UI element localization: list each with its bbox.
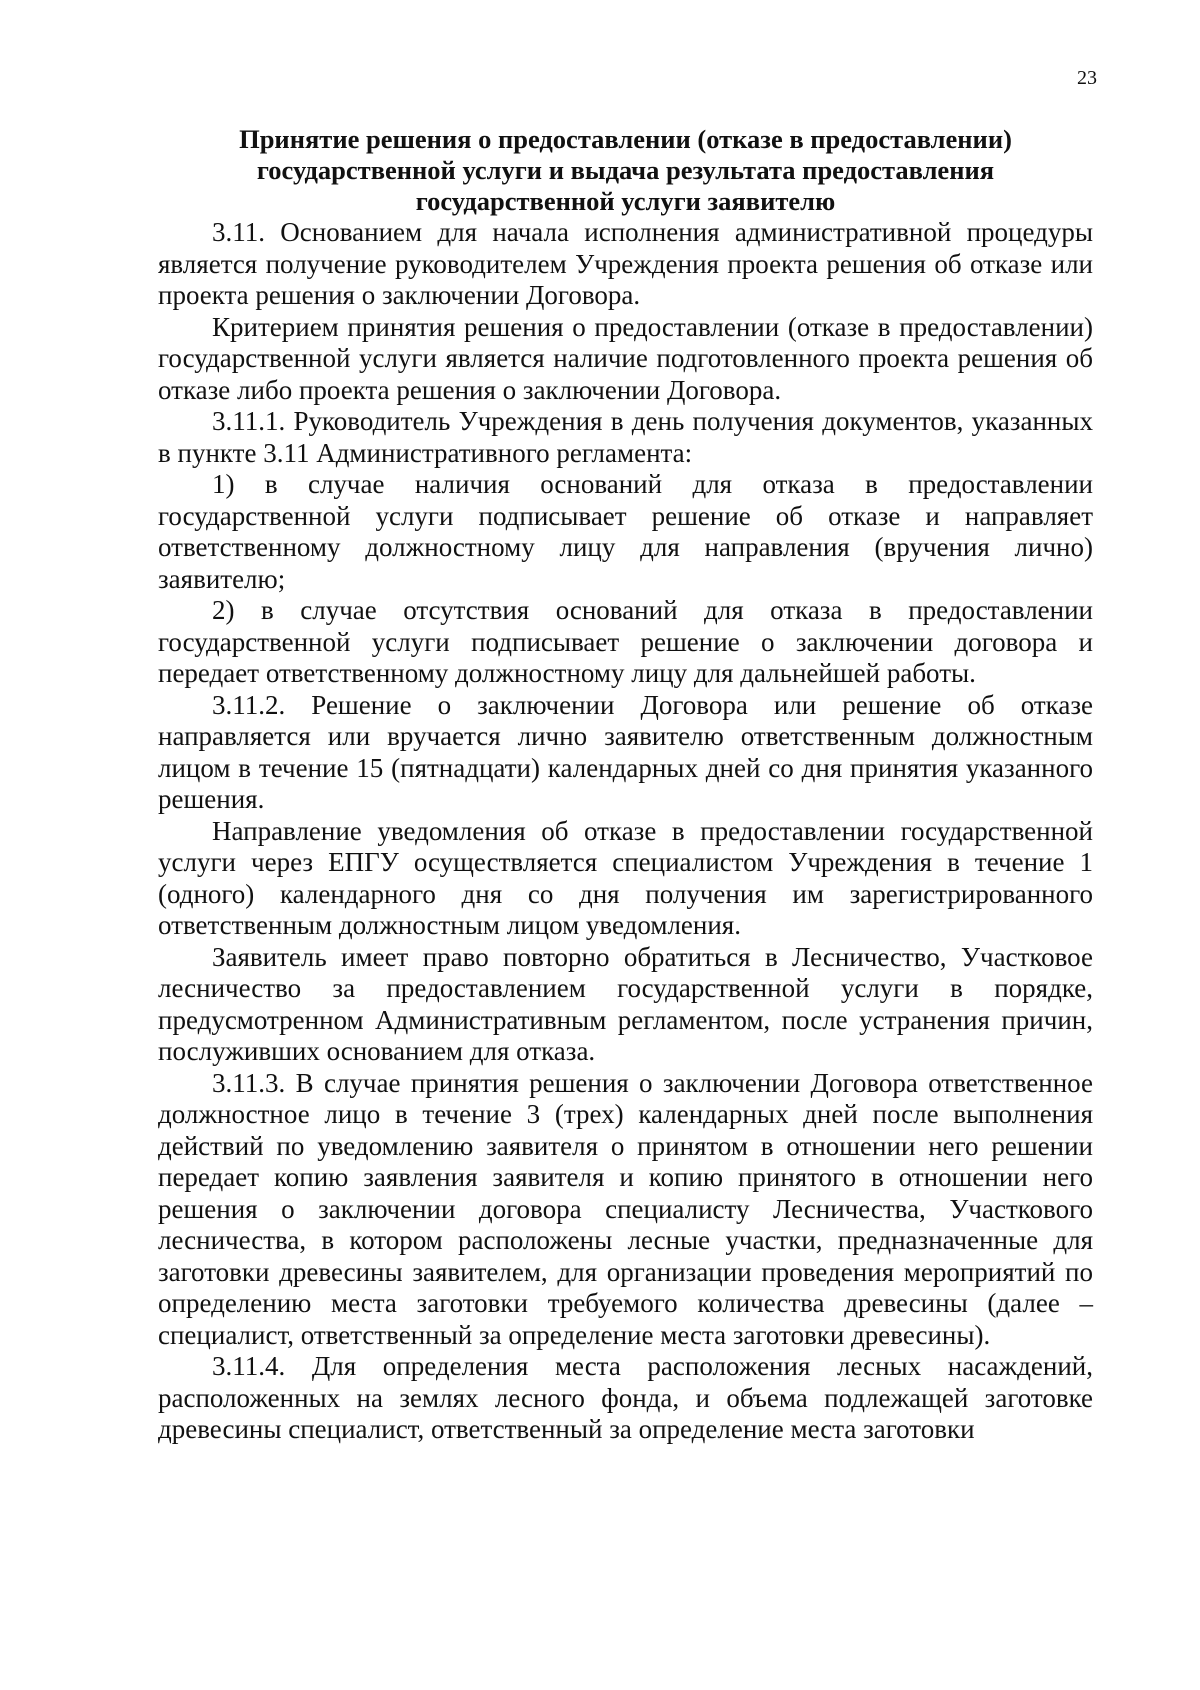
- paragraph-epgu-notice: Направление уведомления об отказе в предоставлении государственной услуги через ЕПГУ осуществляется специалистом Учреждения в течение 1 (одного) календарного дня со дня получения им зарегистрированного ответственным должностным лицом уведомления.: [158, 815, 1093, 940]
- section-heading: Принятие решения о предоставлении (отказе в предоставлении) государственной услуги и выдача результата предоставления государственной услуги заявителю: [239, 124, 1012, 216]
- paragraph-3-11-4: 3.11.4. Для определения места расположения лесных насаждений, расположенных на землях лесного фонда, и объема подлежащей заготовке древесины специалист, ответственный за определение места заготовки: [158, 1351, 1093, 1444]
- document-body: [158, 124, 1093, 1446]
- list-item-2: 2) в случае отсутствия оснований для отказа в предоставлении государственной услуги подписывает решение о заключении договора и передает ответственному должностному лицу для дальнейшей работы.: [158, 595, 1093, 688]
- paragraph-criteria: Критерием принятия решения о предоставлении (отказе в предоставлении) государственной услуги является наличие подготовленного проекта решения об отказе либо проекта решения о заключении Договора.: [158, 311, 1093, 405]
- page-number: 23: [1077, 67, 1097, 89]
- paragraph-3-11: 3.11. Основанием для начала исполнения административной процедуры является получение руководителем Учреждения проекта решения об отказе или проекта решения о заключении Договора.: [158, 217, 1093, 310]
- list-item-1: 1) в случае наличия оснований для отказа в предоставлении государственной услуги подписывает решение об отказе и направляет ответственному должностному лицу для направления (вручения лично) заявителю;: [158, 469, 1093, 594]
- paragraph-3-11-1: 3.11.1. Руководитель Учреждения в день получения документов, указанных в пункте 3.11 Административного регламента:: [158, 406, 1093, 468]
- paragraph-3-11-2: 3.11.2. Решение о заключении Договора или решение об отказе направляется или вручается лично заявителю ответственным должностным лицом в течение 15 (пятнадцати) календарных дней со дня принятия указанного решения.: [158, 689, 1093, 814]
- paragraph-3-11-3: 3.11.3. В случае принятия решения о заключении Договора ответственное должностное лицо в течение 3 (трех) календарных дней после выполнения действий по уведомлению заявителя о принятом в отношении него решении передает копию заявления заявителя и копию принятого в отношении него решения о заключении договора специалисту Лесничества, Участкового лесничества, в котором расположены лесные участки, предназначенные для заготовки древесины заявителем, для организации проведения мероприятий по определению места заготовки требуемого количества древесины (далее – специалист, ответственный за определение места заготовки древесины).: [158, 1067, 1093, 1350]
- paragraph-repeat-request: Заявитель имеет право повторно обратиться в Лесничество, Участковое лесничество за предоставлением государственной услуги в порядке, предусмотренном Административным регламентом, после устранения причин, послуживших основанием для отказа.: [158, 941, 1093, 1066]
